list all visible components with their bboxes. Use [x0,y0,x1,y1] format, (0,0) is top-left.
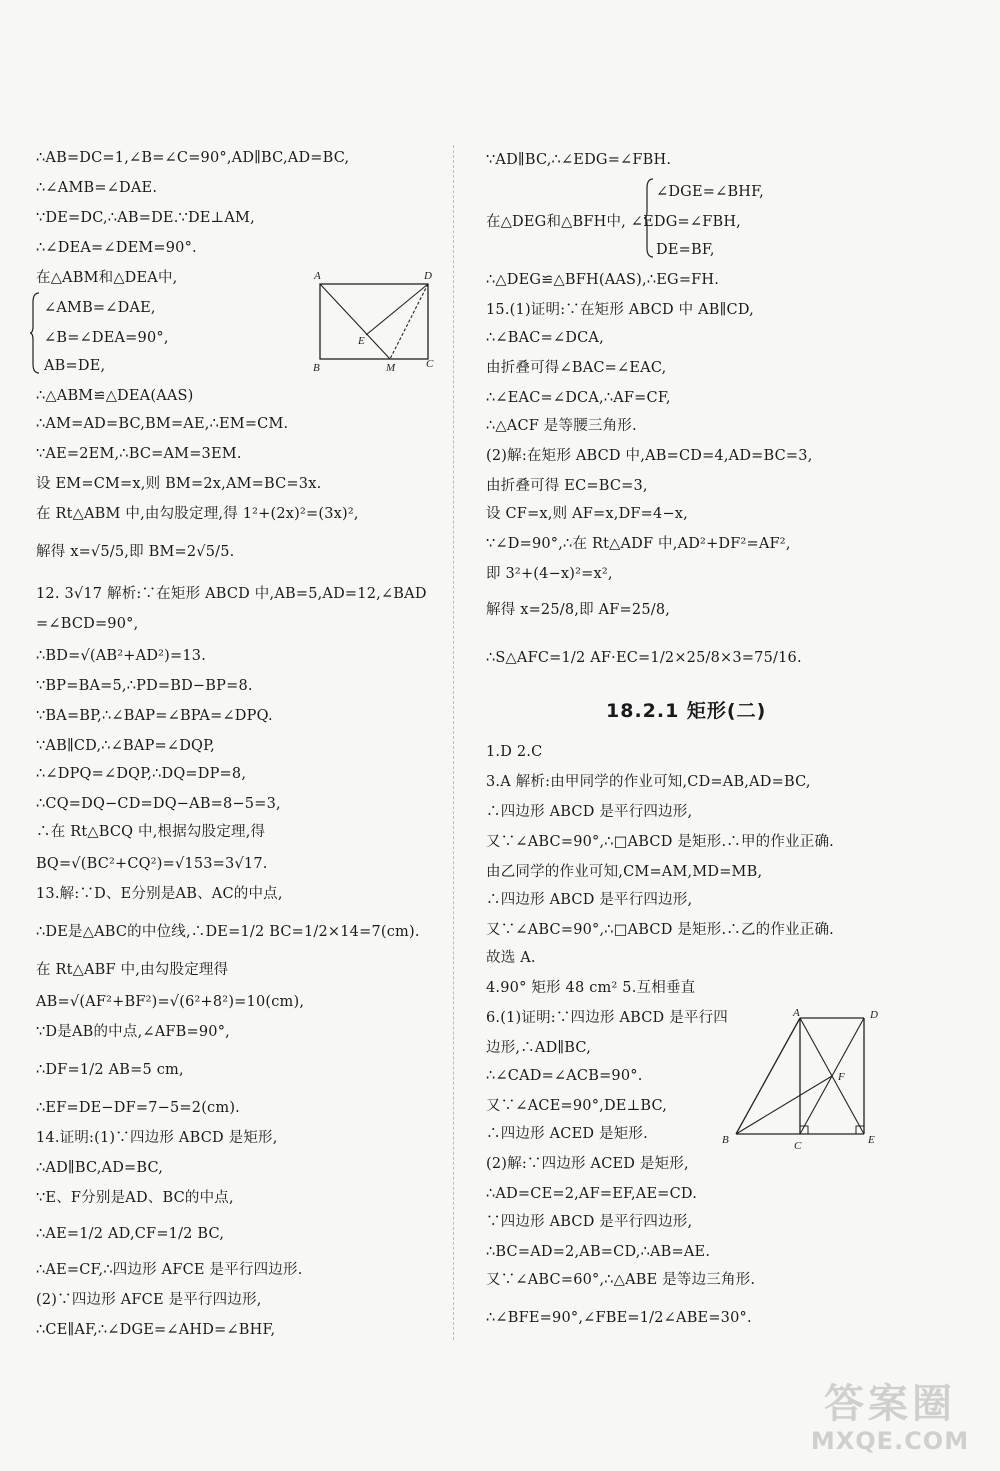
right-column-line: ∴AD=CE=2,AF=EF,AE=CD. [486,1186,698,1202]
right-column-line: 6.(1)证明:∵四边形 ABCD 是平行四 [486,1010,728,1026]
fig2-label-a: A [793,1007,800,1019]
left-column-line: ∵BA=BP,∴∠BAP=∠BPA=∠DPQ. [36,708,273,724]
right-column-line: 边形,∴AD∥BC, [486,1040,592,1056]
fig1-label-b: B [313,362,320,374]
fig1-label-c: C [426,358,434,370]
right-column-line: 3.A 解析:由甲同学的作业可知,CD=AB,AD=BC, [486,774,811,790]
left-column-line: =∠BCD=90°, [36,616,139,632]
left-column-line: ∵E、F分别是AD、BC的中点, [36,1190,234,1206]
right-column-line: ∵四边形 ABCD 是平行四边形, [486,1214,693,1230]
right-column-line: 又∵∠ABC=60°,∴△ABE 是等边三角形. [486,1272,756,1288]
left-column-line: ∵BP=BA=5,∴PD=BD−BP=8. [36,678,253,694]
left-column-line: ∵AE=2EM,∴BC=AM=3EM. [36,446,242,462]
right-column-line: ∵∠D=90°,∴在 Rt△ADF 中,AD²+DF²=AF², [486,536,791,552]
left-column-line: 解得 x=√5/5,即 BM=2√5/5. [36,544,235,560]
left-column-line: ∴EF=DE−DF=7−5=2(cm). [36,1100,240,1116]
right-column-line: ∴∠EAC=∠DCA,∴AF=CF, [486,390,671,406]
watermark-line1: 答案圈 [824,1381,956,1427]
right-column-line: 4.90° 矩形 48 cm² 5.互相垂直 [486,980,696,996]
fig2-label-c: C [794,1140,802,1152]
fig1-label-m: M [386,362,396,374]
right-column-line: 解得 x=25/8,即 AF=25/8, [486,602,671,618]
right-column-line: ∴S△AFC=1/2 AF·EC=1/2×25/8×3=75/16. [486,650,802,666]
right-column-line: DE=BF, [656,242,715,258]
left-column-line: ∴DE是△ABC的中位线,∴DE=1/2 BC=1/2×14=7(cm). [36,924,420,940]
fig1-label-a: A [314,270,321,282]
right-column-line: 又∵∠ACE=90°,DE⊥BC, [486,1098,668,1114]
left-column-line: ∴AE=1/2 AD,CF=1/2 BC, [36,1226,225,1242]
right-column-line: ∴∠BAC=∠DCA, [486,330,604,346]
right-column-line: ∴△DEG≌△BFH(AAS),∴EG=FH. [486,272,720,288]
watermark-line2: MXQE.COM [810,1427,970,1455]
right-column-line: ∴四边形 ABCD 是平行四边形, [486,892,693,908]
figure-rectangle-abcd [310,268,440,378]
right-column-line: 又∵∠ABC=90°,∴□ABCD 是矩形.∴乙的作业正确. [486,922,834,938]
right-column-line: ∴四边形 ACED 是矩形. [486,1126,648,1142]
right-column-line: ∴∠BFE=90°,∠FBE=1/2∠ABE=30°. [486,1310,752,1326]
left-column-line: 设 EM=CM=x,则 BM=2x,AM=BC=3x. [36,476,322,492]
left-column-line: ∴BD=√(AB²+AD²)=13. [36,648,207,664]
left-column-line: ∴在 Rt△BCQ 中,根据勾股定理,得 [36,824,266,840]
left-column-line: AB=√(AF²+BF²)=√(6²+8²)=10(cm), [36,994,305,1010]
left-column-line: ∴∠DEA=∠DEM=90°. [36,240,197,256]
right-column-line: ∴BC=AD=2,AB=CD,∴AB=AE. [486,1244,711,1260]
left-column-line: ∵DE=DC,∴AB=DE.∵DE⊥AM, [36,210,255,226]
section-heading: 18.2.1 矩形(二) [606,700,767,722]
right-column-line: ∴∠CAD=∠ACB=90°. [486,1068,643,1084]
fig1-label-e: E [358,335,365,347]
right-column-line: 由乙同学的作业可知,CM=AM,MD=MB, [486,864,763,880]
left-column-line: (2)∵四边形 AFCE 是平行四边形, [36,1292,262,1308]
right-column-line: ∵AD∥BC,∴∠EDG=∠FBH. [486,152,672,168]
fig2-label-d: D [870,1009,878,1021]
right-column-line: 1.D 2.C [486,744,543,760]
right-column-line: 由折叠可得∠BAC=∠EAC, [486,360,667,376]
left-column-line: 13.解:∵D、E分别是AB、AC的中点, [36,886,283,902]
left-column-line: ∴CQ=DQ−CD=DQ−AB=8−5=3, [36,796,281,812]
left-column-line: ∴CE∥AF,∴∠DGE=∠AHD=∠BHF, [36,1322,276,1338]
figure-parallelogram-abcd [718,1004,893,1154]
fig2-label-b: B [722,1134,729,1146]
left-column-line: ∴AM=AD=BC,BM=AE,∴EM=CM. [36,416,289,432]
right-column-line: (2)解:在矩形 ABCD 中,AB=CD=4,AD=BC=3, [486,448,813,464]
right-column-line: 在△DEG和△BFH中, ∠EDG=∠FBH, [486,214,741,230]
left-column-line: ∴AE=CF,∴四边形 AFCE 是平行四边形. [36,1262,303,1278]
left-column-line: ∴△ABM≌△DEA(AAS) [36,388,194,404]
system-brace-left [30,292,40,378]
right-column-line: ∴△ACF 是等腰三角形. [486,418,637,434]
watermark-logo [795,1380,985,1465]
left-column-line: ∴AB=DC=1,∠B=∠C=90°,AD∥BC,AD=BC, [36,150,350,166]
fig2-label-e: E [868,1134,875,1146]
right-column-line: 故选 A. [486,950,536,966]
left-column-line: ∵AB∥CD,∴∠BAP=∠DQP, [36,738,215,754]
right-column-line: 又∵∠ABC=90°,∴□ABCD 是矩形.∴甲的作业正确. [486,834,834,850]
left-column-line: ∴∠DPQ=∠DQP,∴DQ=DP=8, [36,766,247,782]
right-column-line: 由折叠可得 EC=BC=3, [486,478,648,494]
system-brace-right [644,178,654,262]
left-column-line: 在△ABM和△DEA中, [36,270,178,286]
left-column-line: ∠B=∠DEA=90°, [44,330,169,346]
right-column-line: 15.(1)证明:∵在矩形 ABCD 中 AB∥CD, [486,302,754,318]
left-column-line: ∴AD∥BC,AD=BC, [36,1160,164,1176]
right-column-line: 设 CF=x,则 AF=x,DF=4−x, [486,506,688,522]
fig1-label-d: D [424,270,432,282]
fig2-label-f: F [838,1071,845,1083]
left-column-line: 在 Rt△ABF 中,由勾股定理得 [36,962,229,978]
right-column-line: ∴四边形 ABCD 是平行四边形, [486,804,693,820]
right-column-line: 即 3²+(4−x)²=x², [486,566,613,582]
right-column-line: (2)解:∵四边形 ACED 是矩形, [486,1156,689,1172]
left-column-line: 12. 3√17 解析:∵在矩形 ABCD 中,AB=5,AD=12,∠BAD [36,586,427,602]
left-column-line: AB=DE, [44,358,106,374]
left-column-line: BQ=√(BC²+CQ²)=√153=3√17. [36,856,268,872]
left-column-line: 在 Rt△ABM 中,由勾股定理,得 1²+(2x)²=(3x)², [36,506,359,522]
left-column-line: ∴∠AMB=∠DAE. [36,180,158,196]
left-column-line: 14.证明:(1)∵四边形 ABCD 是矩形, [36,1130,278,1146]
right-column-line: ∠DGE=∠BHF, [656,184,764,200]
left-column-line: ∠AMB=∠DAE, [44,300,156,316]
column-divider [453,145,454,1340]
left-column-line: ∴DF=1/2 AB=5 cm, [36,1062,184,1078]
left-column-line: ∵D是AB的中点,∠AFB=90°, [36,1024,230,1040]
